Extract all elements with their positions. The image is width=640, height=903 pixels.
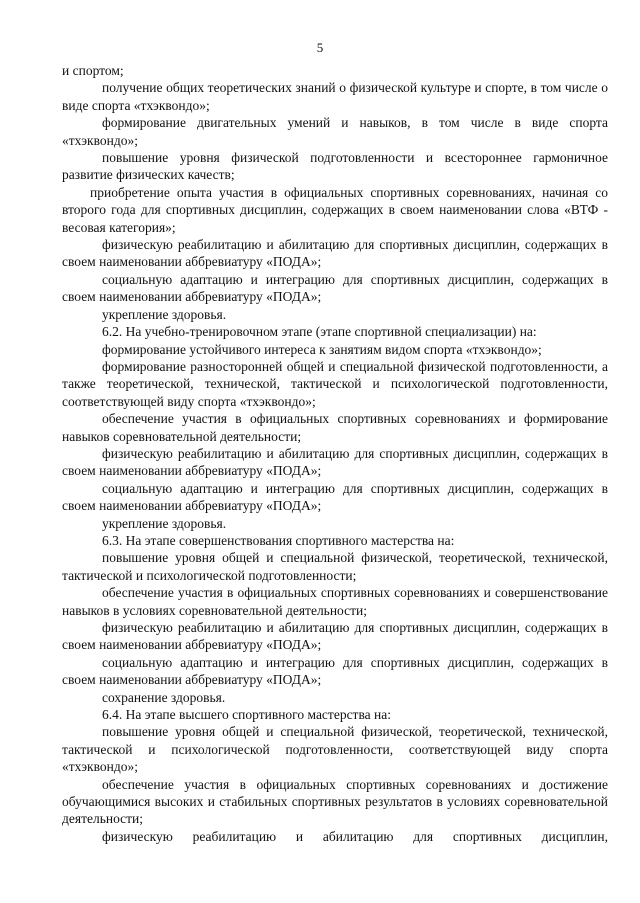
paragraph: повышение уровня физической подготовленности и всестороннее гармоничное развитие физических качеств; (62, 150, 608, 183)
paragraph: 6.3. На этапе совершенствования спортивного мастерства на: (102, 532, 455, 548)
paragraph: социальную адаптацию и интеграцию для спортивных дисциплин, содержащих в своем наименовании аббревиатуру «ПОДА»; (62, 271, 608, 305)
paragraph: обеспечение участия в официальных спортивных соревнованиях и достижение обучающимися высоких и стабильных спортивных результатов в условиях соревновательной деятельности; (62, 776, 608, 827)
paragraph: получение общих теоретических знаний о физической культуре и спорте, в том числе о виде спорта «тхэквондо»; (62, 80, 608, 113)
paragraph: формирование разносторонней общей и специальной физической подготовленности, а также теоретической, технической, тактической и психологической подготовленности, соответствующей виду спорта «тхэквондо»; (62, 358, 608, 409)
paragraph: сохранение здоровья. (102, 689, 226, 705)
paragraph: укрепление здоровья. (102, 306, 227, 322)
paragraph: физическую реабилитацию и абилитацию для спортивных дисциплин, содержащих в своем наименовании аббревиатуру «ПОДА»; (62, 445, 608, 479)
paragraph: обеспечение участия в официальных спортивных соревнованиях и формирование навыков соревновательной деятельности; (62, 411, 608, 444)
paragraph: физическую реабилитацию и абилитацию для спортивных дисциплин, содержащих в своем наименовании аббревиатуру «ПОДА»; (62, 620, 608, 653)
paragraph: 6.2. На учебно-тренировочном этапе (этапе спортивной специализации) на: (102, 324, 537, 340)
paragraph: физическую реабилитацию и абилитацию для спортивных дисциплин, (102, 828, 608, 844)
paragraph: приобретение опыта участия в официальных спортивных соревнованиях, начиная со второго года для спортивных дисциплин, содержащих в своем наименовании слова «ВТФ - весовая категория»; (62, 184, 608, 235)
paragraph: обеспечение участия в официальных спортивных соревнованиях и совершенствование навыков в условиях соревновательной деятельности; (62, 585, 608, 618)
paragraph: социальную адаптацию и интеграцию для спортивных дисциплин, содержащих в своем наименовании аббревиатуру «ПОДА»; (62, 480, 608, 514)
paragraph: формирование двигательных умений и навыков, в том числе в виде спорта «тхэквондо»; (62, 115, 608, 148)
document-body (62, 62, 608, 845)
paragraph: формирование устойчивого интереса к занятиям видом спорта «тхэквондо»; (102, 341, 542, 357)
paragraph: социальную адаптацию и интеграцию для спортивных дисциплин, содержащих в своем наименовании аббревиатуру «ПОДА»; (62, 654, 608, 688)
paragraph: повышение уровня общей и специальной физической, теоретической, технической, тактической и психологической подготовленности, соответствующей виду спорта «тхэквондо»; (62, 724, 608, 775)
paragraph: укрепление здоровья. (102, 515, 227, 531)
paragraph: 6.4. На этапе высшего спортивного мастерства на: (102, 707, 391, 723)
paragraph: и спортом; (62, 63, 124, 78)
page-number: 5 (316, 40, 324, 55)
paragraph: повышение уровня общей и специальной физической, теоретической, технической, тактической и психологической подготовленности; (62, 550, 608, 583)
paragraph: физическую реабилитацию и абилитацию для спортивных дисциплин, содержащих в своем наименовании аббревиатуру «ПОДА»; (62, 237, 608, 270)
